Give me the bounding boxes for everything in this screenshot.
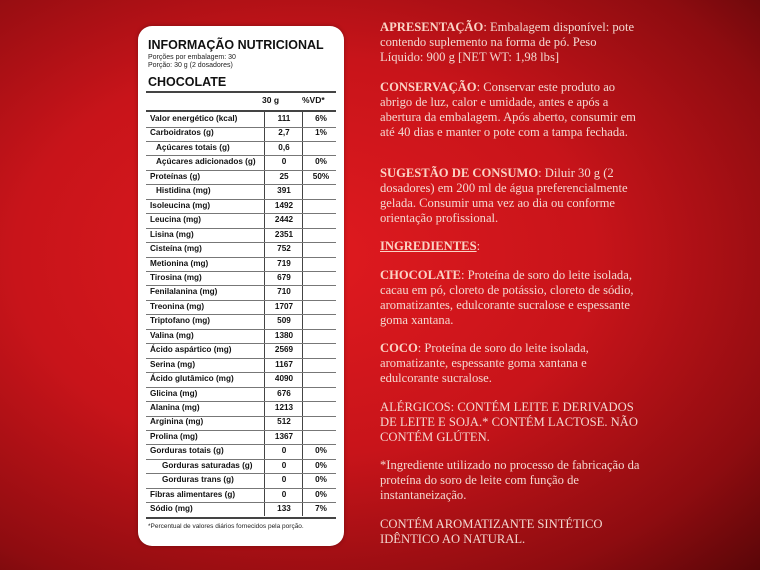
row-quantity: 0 [281,446,287,456]
presentation-text: : Embalagem disponível: pote contendo suplemento na forma de pó. Peso Líquido: 900 g [NET WT: 1,98 lbs] [380,20,635,64]
ingredients-heading: INGREDIENTES [380,239,477,253]
row-daily-value: 50% [312,171,330,181]
table-row [146,126,336,142]
row-quantity: 679 [277,272,291,282]
table-row [146,300,336,316]
row-daily-value: 0% [315,446,327,456]
table-row [146,314,336,330]
table-row [146,329,336,345]
row-label: Lisina (mg) [150,229,194,239]
row-quantity: 752 [277,244,291,254]
row-quantity: 719 [277,258,291,268]
table-row [146,112,336,128]
column-qty: 30 g [262,95,280,105]
row-quantity: 1707 [274,301,294,311]
row-quantity: 512 [277,417,291,427]
row-label: Histidina (mg) [156,186,211,196]
row-label: Sódio (mg) [150,504,193,514]
chocolate-text: : Proteína de soro do leite isolada, cacau em pó, cloreto de potássio, cloreto de sódio, aromatizantes, edulcorante sucralose e espessante goma xantana. [380,268,634,327]
table-row [146,488,336,504]
row-daily-value: 6% [315,114,327,123]
row-label: Treonina (mg) [150,301,205,311]
table-row [146,430,336,446]
row-quantity: 0 [281,489,287,499]
table-row [146,271,336,287]
row-daily-value: 0% [315,475,327,485]
suggestion-text: : Diluir 30 g (2 dosadores) em 200 ml de água preferencialmente gelada. Consumir uma vez ao dia ou conforme orientação profissional. [380,166,628,225]
table-row [146,257,336,273]
portions-per-package: Porções por embalagem: 30 [148,54,236,61]
ingredients-block [380,239,640,254]
row-label: Isoleucina (mg) [150,200,211,210]
row-label: Proteínas (g) [150,171,201,181]
table-title: INFORMAÇÃO NUTRICIONAL [148,38,324,52]
row-label: Tirosina (mg) [150,272,202,282]
chocolate-block [380,268,640,328]
row-quantity: 391 [277,186,291,196]
row-quantity: 111 [277,114,291,123]
table-row [146,358,336,374]
row-label: Açúcares adicionados (g) [156,157,256,167]
row-label: Triptofano (mg) [150,316,211,326]
row-label: Gorduras saturadas (g) [162,460,253,470]
row-label: Arginina (mg) [150,417,204,427]
row-label: Fenilalanina (mg) [150,287,218,297]
table-row [146,343,336,359]
row-label: Leucina (mg) [150,215,201,225]
row-daily-value: 0% [315,157,327,167]
conservation-heading: CONSERVAÇÃO [380,80,477,94]
table-row [146,155,336,171]
row-quantity: 4090 [274,374,294,384]
row-quantity: 25 [279,171,289,181]
suggestion-block [380,166,640,226]
row-quantity: 1492 [274,200,294,210]
table-row [146,213,336,229]
table-row [146,459,336,475]
row-label: Valina (mg) [150,330,194,340]
row-label: Alanina (mg) [150,403,200,412]
row-daily-value: 7% [315,504,327,514]
row-label: Ácido aspártico (mg) [150,345,232,355]
coco-block [380,341,640,386]
table-row [146,170,336,186]
ingredient-note: *Ingrediente utilizado no processo de fabricação da proteína do soro de leite com função de instantaneização. [380,458,640,502]
coco-heading: COCO [380,341,418,355]
row-label: Metionina (mg) [150,258,209,268]
row-quantity: 1167 [275,359,293,369]
row-daily-value: 0% [315,460,327,470]
row-quantity: 0 [281,460,287,470]
row-daily-value: 1% [315,128,327,138]
table-row [146,242,336,258]
table-row [146,372,336,388]
conservation-block [380,80,640,140]
presentation-block [380,20,640,65]
row-quantity: 2569 [274,345,294,355]
allergens-text: ALÉRGICOS: CONTÉM LEITE E DERIVADOS DE LEITE E SOJA.* CONTÉM LACTOSE. NÃO CONTÉM GLÚTEN. [380,400,638,444]
table-row [146,184,336,200]
row-label: Carboidratos (g) [150,128,214,138]
portion-size: Porção: 30 g (2 dosadores) [148,62,233,69]
row-label: Valor energético (kcal) [150,114,238,123]
footnote: *Percentual de valores diários fornecidos pela porção. [148,523,304,530]
row-label: Açúcares totais (g) [156,142,230,152]
row-quantity: 2351 [274,229,294,239]
row-daily-value: 0% [315,489,327,499]
table-row [146,228,336,244]
row-quantity: 676 [277,388,291,398]
row-quantity: 1367 [274,431,294,441]
row-label: Gorduras totais (g) [150,446,224,456]
row-label: Fibras alimentares (g) [150,489,236,499]
table-row [146,387,336,403]
table-row [146,415,336,431]
table-row [146,285,336,301]
row-label: Ácido glutâmico (mg) [150,374,234,384]
ingredients-colon: : [476,239,481,253]
flavor-label: CHOCOLATE [148,75,227,89]
row-quantity: 509 [277,316,291,326]
row-label: Gorduras trans (g) [162,475,234,485]
suggestion-heading: SUGESTÃO DE CONSUMO [380,166,539,180]
row-quantity: 0,6 [278,142,290,152]
row-quantity: 133 [277,504,291,514]
row-label: Glicina (mg) [150,388,198,398]
row-label: Serina (mg) [150,359,196,369]
row-label: Prolina (mg) [150,431,198,441]
row-quantity: 2442 [274,215,294,225]
table-row [146,444,336,460]
table-row [146,473,336,489]
coco-text: : Proteína de soro do leite isolada, aromatizante, espessante goma xantana e edulcorante sucralose. [380,341,589,385]
table-row [146,141,336,157]
row-label: Cisteína (mg) [150,244,202,254]
table-row [146,401,336,417]
conservation-text: : Conservar este produto ao abrigo de luz, calor e umidade, antes e após a abertura da embalagem. Após aberto, consumir em até 40 dias e manter o pote com a tampa fechada. [380,80,636,139]
flavoring-statement: CONTÉM AROMATIZANTE SINTÉTICO IDÊNTICO AO NATURAL. [380,517,603,546]
row-quantity: 2,7 [278,128,290,138]
nutrition-table [138,26,344,546]
row-quantity: 1213 [274,403,294,412]
row-quantity: 1380 [274,330,294,340]
table-row [146,502,336,518]
row-quantity: 0 [281,475,287,485]
table-row [146,199,336,215]
column-vd: %VD* [302,95,325,105]
chocolate-heading: CHOCOLATE [380,268,461,282]
row-quantity: 0 [281,157,287,167]
presentation-heading: APRESENTAÇÃO [380,20,484,34]
row-quantity: 710 [277,287,291,297]
divider [146,91,336,93]
divider [146,517,336,519]
